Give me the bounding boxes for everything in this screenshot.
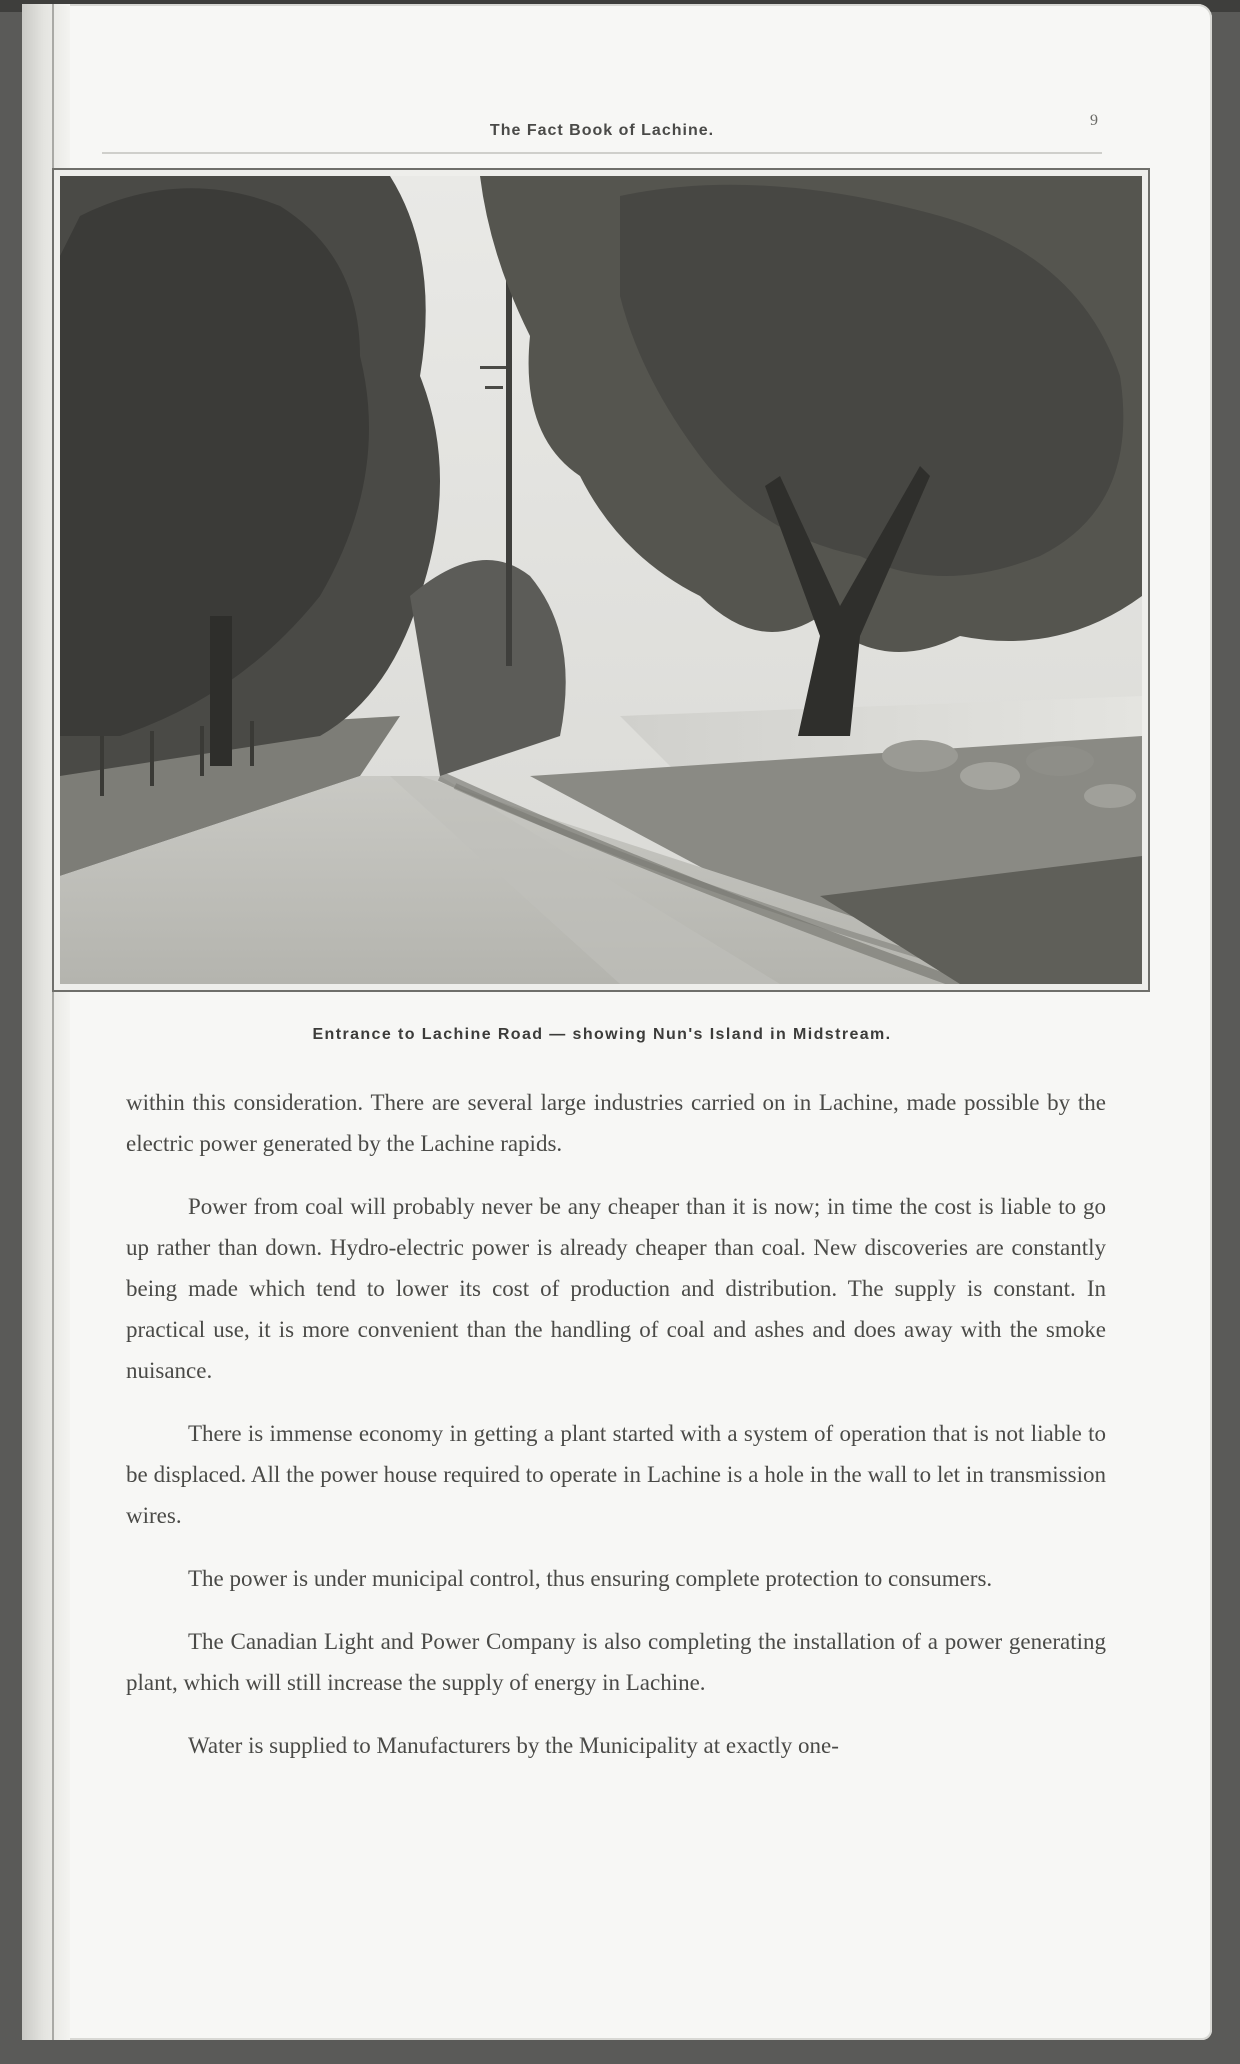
paragraph: Water is supplied to Manufacturers by the Municipality at exactly one- xyxy=(188,1733,839,1758)
road-photograph xyxy=(60,176,1142,984)
running-header xyxy=(102,112,1102,154)
page-number: 9 xyxy=(1090,112,1098,129)
book-page xyxy=(22,4,1212,2040)
paragraph: The Canadian Light and Power Company is also completing the installation of a power generating plant, which will still increase the supply of energy in Lachine. xyxy=(126,1629,1106,1695)
photo-frame xyxy=(52,168,1150,992)
running-title: The Fact Book of Lachine. xyxy=(489,122,715,139)
paragraph: within this consideration. There are several large industries carried on in Lachine, made possible by the electric power generated by the Lachine rapids. xyxy=(126,1090,1106,1156)
paragraph: There is immense economy in getting a plant started with a system of operation that is not liable to be displaced. All the power house required to operate in Lachine is a hole in the wall to let in transmission wires. xyxy=(126,1421,1106,1528)
paragraph: Power from coal will probably never be any cheaper than it is now; in time the cost is liable to go up rather than down. Hydro-electric power is already cheaper than coal. New discoveries are constantly being made which tend to lower its cost of production and distribution. The supply is constant. In practical use, it is more convenient than the handling of coal and ashes and does away with the smoke nuisance. xyxy=(126,1194,1106,1383)
paragraph: The power is under municipal control, thus ensuring complete protection to consumers. xyxy=(188,1566,993,1591)
body-text xyxy=(126,1082,1106,1766)
photo-caption: Entrance to Lachine Road — showing Nun's Island in Midstream. xyxy=(312,1026,892,1043)
road-photograph-image xyxy=(60,176,1142,984)
